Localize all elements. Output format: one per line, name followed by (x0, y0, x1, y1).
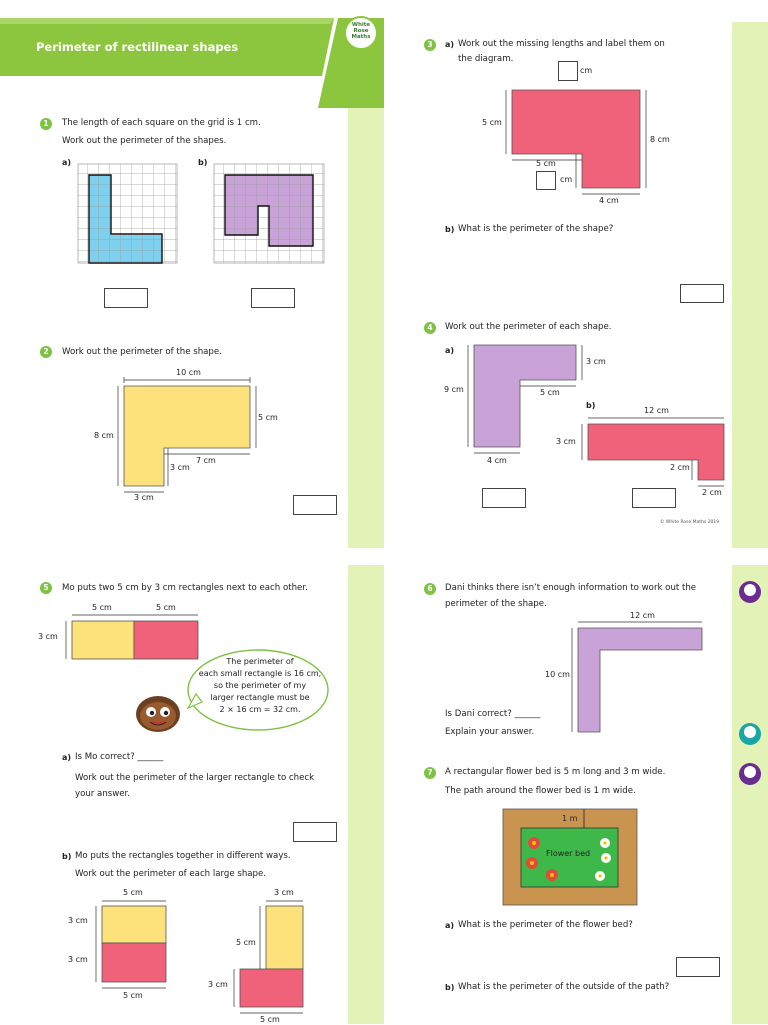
q6-shape (570, 620, 710, 740)
q4a-label-bottom: 4 cm (487, 456, 507, 465)
q4-part-b-label: b) (586, 401, 596, 410)
question-number-4: 4 (424, 322, 436, 334)
speech-line-5: 2 × 16 cm = 32 cm. (219, 705, 301, 714)
q3-missing-inner-box[interactable] (536, 171, 556, 190)
question-number-3: 3 (424, 39, 436, 51)
q6-label-left: 10 cm (545, 670, 570, 679)
speech-line-3: so the perimeter of my (213, 681, 307, 690)
q3-label-bottom: 4 cm (599, 196, 619, 205)
question-number-1: 1 (40, 118, 52, 130)
speech-line-4: larger rectangle must be (210, 693, 310, 702)
q7-part-b-text: What is the perimeter of the outside of the path? (458, 982, 670, 992)
q1-part-a-label: a) (62, 158, 72, 167)
q2-label-bottom: 3 cm (134, 493, 154, 502)
q5-label-w2: 5 cm (156, 603, 176, 612)
q4b-label-top: 12 cm (644, 406, 669, 415)
q1b-answer-box[interactable] (251, 288, 295, 308)
q1b-grid-shape (212, 162, 322, 262)
q5-text: Mo puts two 5 cm by 3 cm rectangles next to each other. (62, 583, 308, 593)
q1a-answer-box[interactable] (104, 288, 148, 308)
side-strip-top-left (348, 108, 384, 548)
q4b-shape (580, 414, 730, 494)
q6-line-2: perimeter of the shape. (445, 599, 547, 609)
speech-line-2: each small rectangle is 16 cm, (198, 669, 322, 678)
q5b-stacked-shape (90, 898, 180, 998)
q1-part-b-label: b) (198, 158, 208, 167)
q5-part-b-line-1: Mo puts the rectangles together in different ways. (75, 851, 291, 861)
q6-explain: Explain your answer. (445, 727, 535, 737)
q7-line-2: The path around the flower bed is 1 m wide. (445, 786, 636, 796)
side-strip-bottom-right (732, 565, 768, 1024)
speech-text (186, 656, 334, 716)
q6-line-1: Dani thinks there isn’t enough information to work out the (445, 583, 697, 593)
mo-character-avatar (134, 694, 182, 734)
q5-label-h: 3 cm (38, 632, 58, 641)
q5b-stack-label-h2: 3 cm (68, 955, 88, 964)
q2-label-top: 10 cm (176, 368, 201, 377)
header-banner (0, 0, 384, 110)
page-title: Perimeter of rectilinear shapes (36, 40, 239, 54)
q3-part-a-line-1: Work out the missing lengths and label them on (458, 39, 665, 49)
q6-question: Is Dani correct? ______ (445, 709, 541, 719)
q3-part-b-label: b) (445, 225, 455, 234)
q6-label-top: 12 cm (630, 611, 655, 620)
q3-label-right: 8 cm (650, 135, 670, 144)
question-number-7: 7 (424, 767, 436, 779)
q3-label-inner-v: cm (560, 175, 573, 184)
q5b-l-shape (232, 898, 332, 1022)
q3-label-left: 5 cm (482, 118, 502, 127)
reasoning-icon-2 (738, 762, 762, 786)
q5-label-w1: 5 cm (92, 603, 112, 612)
q5-part-b-label: b) (62, 852, 72, 861)
q2-label-inner-v: 3 cm (170, 463, 190, 472)
white-rose-logo (344, 16, 378, 50)
q4b-label-bottom: 2 cm (702, 488, 722, 497)
q5-part-a-question: Is Mo correct? ______ (75, 752, 164, 762)
q5b-l-label-bottom: 5 cm (260, 1015, 280, 1024)
q5b-stack-label-top: 5 cm (123, 888, 143, 897)
q5-part-b-line-2: Work out the perimeter of each large shape. (75, 869, 267, 879)
q4a-label-right: 3 cm (586, 357, 606, 366)
q2-label-right: 5 cm (258, 413, 278, 422)
question-number-6: 6 (424, 583, 436, 595)
q5b-l-label-top: 3 cm (274, 888, 294, 897)
q2-label-inner-h: 7 cm (196, 456, 216, 465)
q7-path-label: 1 m (562, 814, 578, 823)
q1-line-2: Work out the perimeter of the shapes. (62, 136, 227, 146)
q2-text: Work out the perimeter of the shape. (62, 347, 222, 357)
q5a-answer-box[interactable] (293, 822, 337, 842)
question-number-5: 5 (40, 582, 52, 594)
q4a-shape (460, 340, 600, 470)
q2-label-left: 8 cm (94, 431, 114, 440)
q2-shape (110, 368, 280, 508)
q3-label-inner-h: 5 cm (536, 159, 556, 168)
q4-part-a-label: a) (445, 346, 455, 355)
q4b-label-inner-h: 2 cm (670, 463, 690, 472)
q1-line-1: The length of each square on the grid is 1 cm. (62, 118, 261, 128)
q7-line-1: A rectangular flower bed is 5 m long and 3 m wide. (445, 767, 666, 777)
q7-part-a-text: What is the perimeter of the flower bed? (458, 920, 633, 930)
q7a-answer-box[interactable] (676, 957, 720, 977)
q5-part-a-label: a) (62, 753, 72, 762)
footer-copyright: © White Rose Maths 2019 (660, 520, 720, 525)
q4a-answer-box[interactable] (482, 488, 526, 508)
q5b-l-label-left: 3 cm (208, 980, 228, 989)
problem-solving-icon (738, 722, 762, 746)
q7-part-a-label: a) (445, 921, 455, 930)
q3-part-b-text: What is the perimeter of the shape? (458, 224, 614, 234)
q3-shape (500, 84, 660, 214)
logo-word-3: Maths (351, 34, 371, 40)
speech-line-1: The perimeter of (226, 657, 294, 666)
q4a-label-left: 9 cm (444, 385, 464, 394)
q5b-stack-label-bottom: 5 cm (123, 991, 143, 1000)
q3-part-a-label: a) (445, 40, 455, 49)
q4-text: Work out the perimeter of each shape. (445, 322, 612, 332)
q5b-stack-label-h1: 3 cm (68, 916, 88, 925)
logo-word-2: Rose (353, 28, 369, 34)
q3b-answer-box[interactable] (680, 284, 724, 303)
q4b-label-left: 3 cm (556, 437, 576, 446)
side-strip-top-right (732, 22, 768, 548)
reasoning-icon (738, 580, 762, 604)
q3-part-a-line-2: the diagram. (458, 54, 514, 64)
q2-answer-box[interactable] (293, 495, 337, 515)
q4a-label-inner-h: 5 cm (540, 388, 560, 397)
side-strip-bottom-left (348, 565, 384, 1024)
q7-bed-label: Flower bed (546, 849, 591, 858)
q1a-grid-shape (76, 162, 176, 262)
q5-part-a-line-2: your answer. (75, 789, 131, 799)
logo-word-1: White (351, 22, 371, 28)
question-number-2: 2 (40, 346, 52, 358)
q5-part-a-line-1: Work out the perimeter of the larger rectangle to check (75, 773, 315, 783)
q3-missing-top-box[interactable] (558, 61, 578, 81)
q3-label-top: cm (580, 66, 593, 75)
q4b-answer-box[interactable] (632, 488, 676, 508)
q7-part-b-label: b) (445, 983, 455, 992)
q5b-l-label-mid: 5 cm (236, 938, 256, 947)
